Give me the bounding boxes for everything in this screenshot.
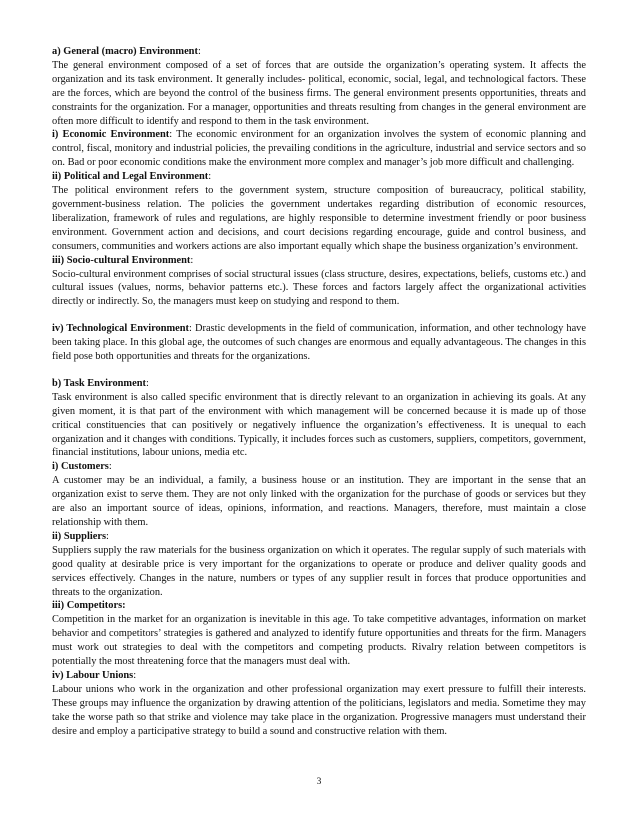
section-heading-line [52, 254, 586, 268]
heading-colon: : [145, 377, 149, 389]
section-suppliers [52, 530, 586, 600]
section-heading: ii) Suppliers [52, 530, 106, 542]
section-customers [52, 460, 586, 530]
section-competitors [52, 599, 586, 669]
section-heading: b) Task Environment [52, 377, 146, 389]
heading-colon: : [190, 254, 194, 266]
section-body: A customer may be an individual, a family, a business house or an institution. They are important in the sense that an organization exist to serve them. They are not only linked with the organization for the purchase of goods or services but they are also an important source of ideas, opinions, information, and reactions. Managers, therefore, must maintain a close relationship with them. [52, 475, 586, 528]
section-heading: iii) Socio-cultural Environment [52, 254, 191, 266]
section-labour-unions [52, 669, 586, 739]
section-heading: iv) Labour Unions [52, 669, 134, 681]
section-body: The general environment composed of a set of forces that are outside the organization’s operating system. It affects the organization and its task environment. It generally includes- political, economic, social, legal, and technological factors. These are the forces, which are beyond the control of the business firms. The general environment presents opportunities, threats and constraints for the organization. For a manager, opportunities and threats resulting from changes in the general environment are often more difficult to identify and respond to them in the task environment. [52, 59, 586, 127]
section-heading: iii) Competitors: [52, 600, 126, 612]
section-heading-line [52, 460, 586, 474]
section-general-environment [52, 45, 586, 128]
section-body: Suppliers supply the raw materials for the business organization on which it operates. The regular supply of such materials with good quality at desirable price is very important for the organizations to operate or produce and deliver quality goods and services effectively. Changes in the nature, numbers or types of any supplier result in forces that produce opportunities and threats to the organization. [52, 544, 586, 598]
section-heading-line [52, 45, 586, 59]
page-number: 3 [316, 777, 322, 787]
heading-colon: : [197, 46, 201, 57]
section-body: The political environment refers to the government system, structure composition of bureaucracy, political stability, government-business relation. The policies the government undertakes regarding distribution of economic resources, liberalization, framework of rules and regulations, are highly responsible to determine investment friendly or poor business environment. Government action and decisions, and court decisions regarding encourage, guide and control business, and consumers, communities and workers actions are also important equally which shape the business organization’s environment. [52, 185, 586, 252]
section-body: Task environment is also called specific environment that is directly relevant to an organization in achieving its goals. At any given moment, it is that part of the environment with which management will be concerned because it is made up of those critical constituencies that can positively or negatively influence the organization’s effectiveness. It is unequal to each organization and it changes with conditions. Typically, it includes forces such as customers, suppliers, competitors, government, financial institutions, labour unions, media etc. [52, 391, 586, 459]
section-heading: i) Customers [52, 461, 109, 473]
section-body [52, 128, 586, 170]
heading-colon: : [108, 461, 112, 473]
heading-colon: : [106, 530, 109, 542]
section-political-legal-environment [52, 170, 586, 253]
section-heading: a) General (macro) Environment [52, 46, 198, 57]
section-text: : The economic environment for an organization involves the system of economic planning and control, fiscal, monitory and industrial policies, the prevailing conditions in the agriculture, industrial and service sectors and so on. Bad or poor economic conditions make the environment more complex and manager’s job more difficult and challenging. [52, 129, 586, 169]
section-heading-line [52, 530, 586, 544]
section-heading: i) Economic Environment [52, 129, 170, 141]
section-heading-line [52, 599, 586, 613]
section-body: Labour unions who work in the organization and other professional organization may exert pressure to fulfill their interests. These groups may influence the organization by drawing attention of the politicians, legislators and media. Sometime they may take the worse path so that strike and violence may take place in the organization. Progressive managers must understand their desire and employ a participative strategy to build a sound and constructive relation with them. [52, 683, 586, 737]
heading-colon: : [208, 171, 212, 183]
section-body: Socio-cultural environment comprises of social structural issues (class structure, desires, expectations, beliefs, customs etc.) and cultural issues (values, norms, behavior patterns etc.). These forces and factors largely affect the organizational activities directly or indirectly. So, the managers must keep on studying and respond to them. [52, 268, 586, 308]
heading-colon: : [133, 669, 137, 681]
document-page [52, 45, 586, 739]
section-heading: iv) Technological Environment [52, 323, 190, 335]
section-heading-line [52, 669, 586, 683]
section-body: Competition in the market for an organization is inevitable in this age. To take competitive advantages, information on market behavior and competitors’ strategies is gathered and analyzed to identify future opportunities and threats for the firm. Managers must work out strategies to deal with the competitors and competing products. Rivalry relation between competitors is potentially the most threatening force that the managers must deal with. [52, 614, 586, 668]
section-body [52, 322, 586, 364]
section-task-environment [52, 377, 586, 460]
section-heading-line [52, 170, 586, 184]
section-text: : Drastic developments in the field of communication, information, and other technology have been taking place. In this global age, the outcomes of such changes are enormous and equally advantageous. The changes in this field pose both opportunities and threats for the organizations. [52, 323, 586, 363]
section-technological-environment [52, 322, 586, 364]
section-heading-line [52, 377, 586, 391]
section-socio-cultural-environment [52, 254, 586, 310]
section-economic-environment [52, 128, 586, 170]
section-heading: ii) Political and Legal Environment [52, 171, 209, 183]
